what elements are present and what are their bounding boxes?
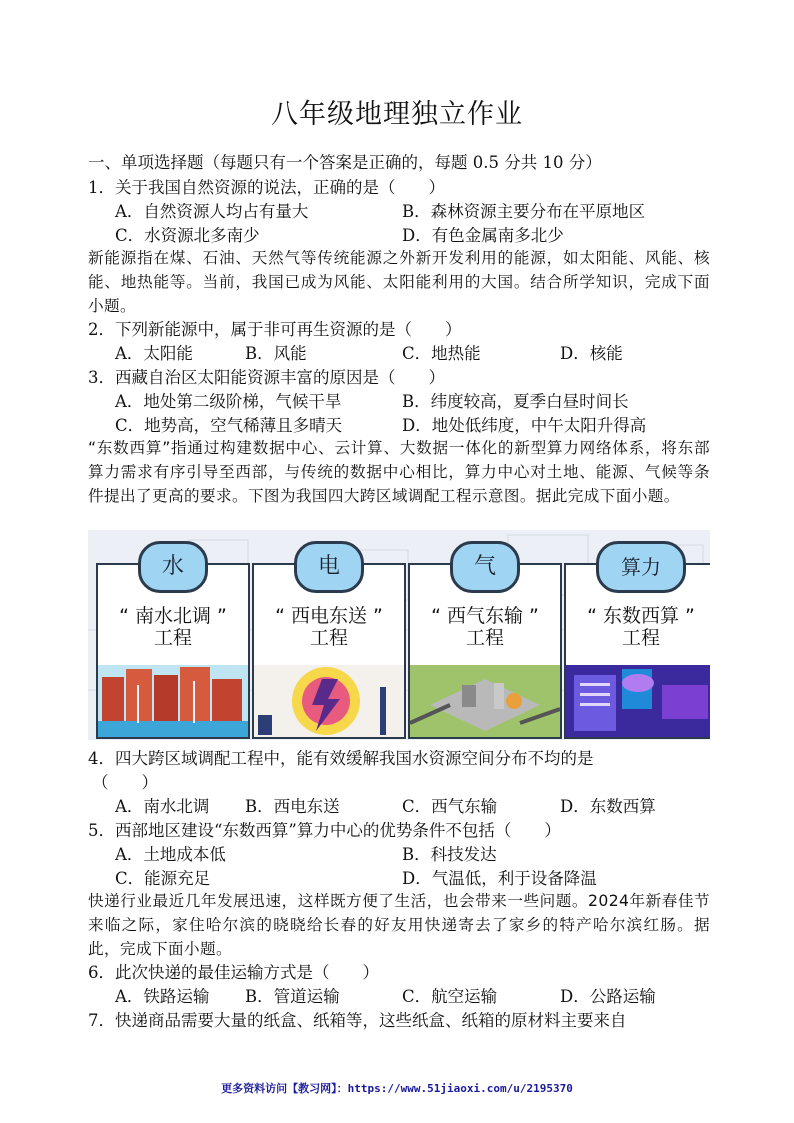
card-title-2: “ 西电东送 ” 工程	[275, 605, 383, 649]
water-badge: 水	[138, 541, 208, 593]
card-title-1: “ 南水北调 ” 工程	[119, 605, 227, 649]
question-2: 2．下列新能源中，属于非可再生资源的是（ ）	[88, 320, 462, 339]
q4-option-a: A．南水北调	[115, 797, 210, 816]
q1-option-c: C．水资源北多南少	[115, 226, 260, 245]
q6-option-a: A．铁路运输	[115, 987, 210, 1006]
q5-option-a: A．土地成本低	[115, 845, 226, 864]
data-center-illustration	[566, 665, 710, 737]
q5-option-c: C．能源充足	[115, 869, 211, 888]
card-east-data-west-compute	[564, 555, 710, 739]
q2-option-c: C．地热能	[402, 344, 481, 363]
q6-option-d: D．公路运输	[560, 987, 656, 1006]
page-title: 八年级地理独立作业	[271, 99, 523, 130]
footer-link[interactable]: 更多资料访问【教习网】：https://www.51jiaoxi.com/u/2195370	[221, 1082, 573, 1095]
section-heading: 一、单项选择题（每题只有一个答案是正确的，每题 0.5 分共 10 分）	[88, 153, 602, 172]
question-5: 5．西部地区建设“东数西算”算力中心的优势条件不包括（ ）	[88, 821, 561, 840]
passage-express-delivery: 快递行业最近几年发展迅速，这样既方便了生活，也会带来一些问题。2024年新春佳节来临之际，家住哈尔滨的晓晓给长春的好友用快递寄去了家乡的特产哈尔滨红肠。据此，完成下面小题。	[88, 892, 710, 958]
card-south-north-water	[96, 554, 250, 739]
q3-option-a: A．地处第二级阶梯，气候干旱	[115, 392, 342, 411]
q1-option-a: A．自然资源人均占有量大	[115, 202, 309, 221]
card-title-4: “ 东数西算 ” 工程	[587, 605, 695, 649]
card-west-east-power	[252, 554, 406, 739]
q4-option-b: B．西电东送	[245, 797, 340, 816]
card-west-east-gas	[408, 554, 562, 739]
question-4-blank: （ ）	[92, 773, 158, 792]
q2-option-b: B．风能	[245, 344, 307, 363]
passage-new-energy: 新能源指在煤、石油、天然气等传统能源之外新开发利用的能源，如太阳能、风能、核能、地热能等。当前，我国已成为风能、太阳能利用的大国。结合所学知识，完成下面小题。	[88, 249, 710, 315]
card-title-3: “ 西气东输 ” 工程	[431, 605, 539, 649]
q3-option-b: B．纬度较高，夏季白昼时间长	[402, 392, 629, 411]
gas-pipeline-illustration	[410, 665, 560, 737]
question-6: 6．此次快递的最佳运输方式是（ ）	[88, 963, 379, 982]
question-3: 3．西藏自治区太阳能资源丰富的原因是（ ）	[88, 368, 445, 387]
q4-option-c: C．西气东输	[402, 797, 498, 816]
q5-option-b: B．科技发达	[402, 845, 497, 864]
power-badge: 电	[294, 541, 364, 593]
four-projects-figure	[88, 530, 710, 740]
q3-option-c: C．地势高，空气稀薄且多晴天	[115, 416, 343, 435]
q6-option-b: B．管道运输	[245, 987, 340, 1006]
q2-option-a: A．太阳能	[115, 344, 193, 363]
passage-east-data-west-compute: “东数西算”指通过构建数据中心、云计算、大数据一体化的新型算力网络体系，将东部算力需求有序引导至西部，与传统的数据中心相比，算力中心对土地、能源、气候等条件提出了更高的要求。下图为我国四大跨区域调配工程示意图。据此完成下面小题。	[88, 439, 710, 505]
gas-badge: 气	[450, 541, 520, 593]
q6-option-c: C．航空运输	[402, 987, 498, 1006]
q4-option-d: D．东数西算	[560, 797, 656, 816]
q5-option-d: D．气温低，利于设备降温	[402, 869, 597, 888]
question-1: 1．关于我国自然资源的说法，正确的是（ ）	[88, 178, 445, 197]
power-illustration	[254, 665, 404, 737]
question-4: 4．四大跨区域调配工程中，能有效缓解我国水资源空间分布不均的是	[88, 749, 594, 768]
dam-illustration	[98, 665, 248, 737]
question-7: 7．快递商品需要大量的纸盒、纸箱等，这些纸盒、纸箱的原材料主要来自	[88, 1011, 627, 1030]
q3-option-d: D．地处低纬度，中午太阳升得高	[402, 416, 647, 435]
q1-option-b: B．森林资源主要分布在平原地区	[402, 202, 646, 221]
compute-badge: 算力	[596, 541, 686, 593]
q2-option-d: D．核能	[560, 344, 623, 363]
q1-option-d: D．有色金属南多北少	[402, 226, 564, 245]
